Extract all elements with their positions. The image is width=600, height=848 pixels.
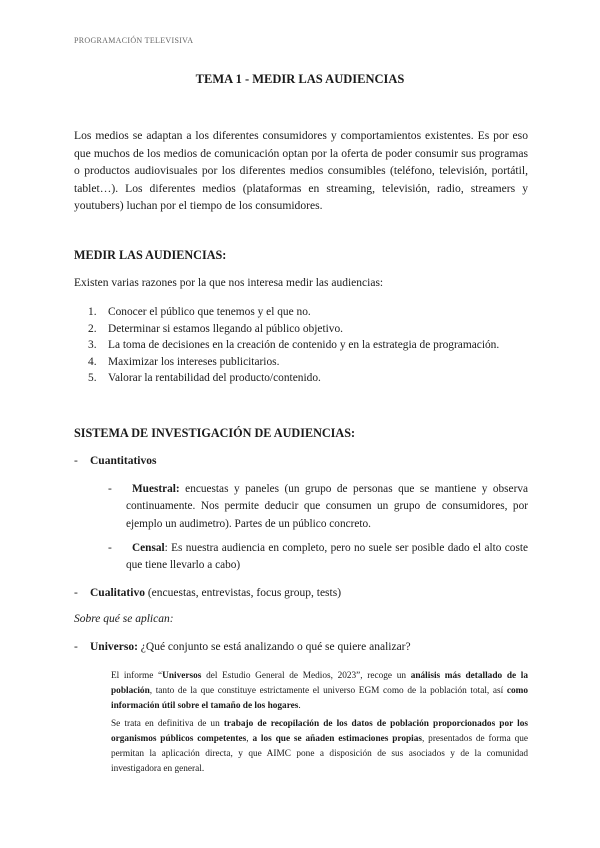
muestral-label: Muestral: xyxy=(132,483,180,495)
page-title: TEMA 1 - MEDIR LAS AUDIENCIAS xyxy=(195,72,405,86)
cualitativo-label: Cualitativo xyxy=(90,587,145,599)
list-item: 5. Valorar la rentabilidad del producto/contenido. xyxy=(88,372,321,385)
dash-bullet: - xyxy=(74,587,78,599)
running-header: PROGRAMACIÓN TELEVISIVA xyxy=(74,36,194,45)
universo-line: Universo: ¿Qué conjunto se está analizando o qué se quiere analizar? xyxy=(90,641,411,653)
cuantitativos-label: Cuantitativos xyxy=(90,455,157,467)
quote-paragraph-2: Se trata en definitiva de un trabajo de recopilación de los datos de población proporcionados por los organismos públicos competentes, a los que se añaden estimaciones propias, presentados de forma que permitan la aplicación directa, y que AIMC pone a disposición de sus asociados y de la comunidad investigadora en general. xyxy=(111,719,528,774)
muestral-paragraph: Muestral: encuestas y paneles (un grupo de personas que se mantiene y observa continuamente. Nos permite deducir que consumen un grupo de consumidores, por ejemplo un audimetro). Partes de un público concreto. xyxy=(126,483,528,530)
reasons-list xyxy=(88,306,499,389)
universo-label: Universo: xyxy=(90,641,138,653)
dash-bullet: - xyxy=(74,641,78,653)
section-heading-medir: MEDIR LAS AUDIENCIAS: xyxy=(74,248,227,262)
section-heading-sistema: SISTEMA DE INVESTIGACIÓN DE AUDIENCIAS: xyxy=(74,426,356,440)
dash-bullet: - xyxy=(108,542,112,554)
list-item: 2. Determinar si estamos llegando al público objetivo. xyxy=(88,322,344,335)
censal-paragraph: Censal: Es nuestra audiencia en completo, pero no suele ser posible dado el alto coste que tiene llevarlo a cabo) xyxy=(126,542,528,572)
cualitativo-line: Cualitativo (encuestas, entrevistas, focus group, tests) xyxy=(90,587,342,599)
list-item: 4. Maximizar los intereses publicitarios. xyxy=(88,355,280,368)
intro-paragraph: Los medios se adaptan a los diferentes consumidores y comportamientos existentes. Es por eso que muchos de los medios de comunicación optan por la oferta de poder consumir sus programas o productos audiovisuales por los diferentes medios consumibles (teléfono, televisión, portátil, tablet…). Los diferentes medios (plataformas en streaming, televisión, radio, streamers y youtubers) luchan por el tiempo de los consumidores. xyxy=(74,129,528,213)
censal-label: Censal xyxy=(132,542,165,554)
dash-bullet: - xyxy=(74,455,78,467)
quote-paragraph-1: El informe “Universos del Estudio General de Medios, 2023”, recoge un análisis más detallado de la población, tanto de la que constituye estrictamente el universo EGM como de la población total, así como información útil sobre el tamaño de los hogares. xyxy=(111,671,529,711)
list-item: 3. La toma de decisiones en la creación de contenido y en la estrategia de programación. xyxy=(88,339,500,352)
list-item: 1. Conocer el público que tenemos y el que no. xyxy=(88,306,311,318)
section-lead: Existen varias razones por la que nos interesa medir las audiencias: xyxy=(74,277,384,289)
dash-bullet: - xyxy=(108,483,112,495)
aplican-line: Sobre qué se aplican: xyxy=(74,613,174,625)
